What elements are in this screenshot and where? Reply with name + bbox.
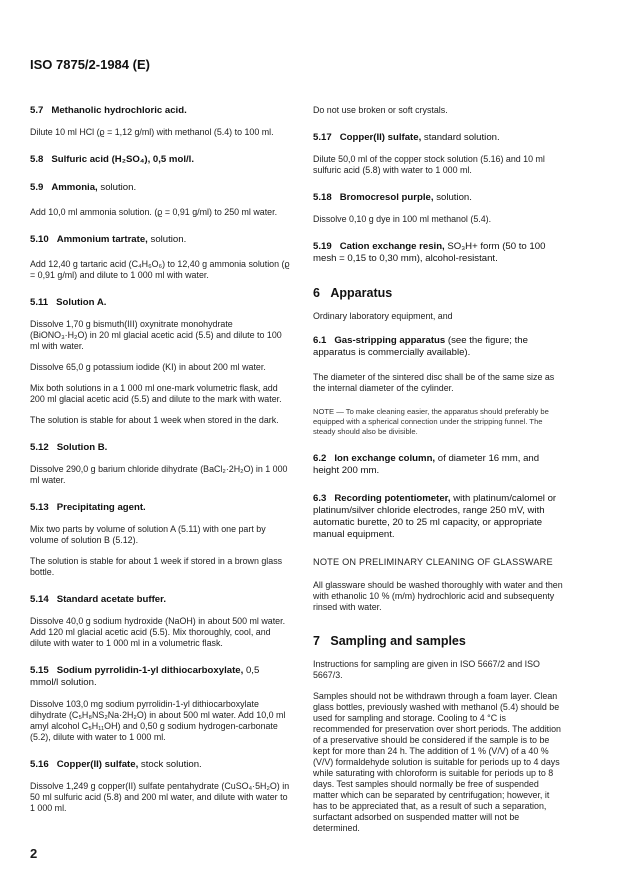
- section-6-intro: Ordinary laboratory equipment, and: [313, 311, 453, 321]
- section-7-para-1: Instructions for sampling are given in ISO 5667/2 and ISO 5667/3.: [313, 659, 540, 680]
- section-7-heading: 7 Sampling and samples: [313, 634, 466, 648]
- section-5-18-heading: 5.18 Bromocresol purple, solution.: [313, 192, 472, 203]
- section-5-7-heading: 5.7 Methanolic hydrochloric acid.: [30, 105, 187, 116]
- section-5-11-para-2: Dissolve 65,0 g potassium iodide (KI) in about 200 ml water.: [30, 362, 266, 372]
- section-6-3-heading: 6.3 Recording potentiometer, with platinum/calomel or platinum/silver chloride electrodes, range 250 mV, with automatic burette, 20 to 25 ml capacity, or appropriate manual equipment.: [313, 493, 557, 540]
- left-column: [30, 105, 290, 814]
- section-5-17-body: Dilute 50,0 ml of the copper stock solution (5.16) and 10 ml sulfuric acid (5.8) with water to 1 000 ml.: [313, 154, 545, 175]
- section-5-10-body: Add 12,40 g tartaric acid (C₄H₆O₆) to 12,40 g ammonia solution (ϱ = 0,91 g/ml) and dilute to 1 000 ml with water.: [30, 259, 290, 280]
- section-5-11-para-4: The solution is stable for about 1 week when stored in the dark.: [30, 415, 279, 425]
- continued-text: Do not use broken or soft crystals.: [313, 105, 448, 115]
- section-7-para-2: Samples should not be withdrawn through a foam layer. Clean glass bottles, previously washed with methanol (5.4) should be used for sampling and storage. Cooling to 4 °C is recommended for preservation over short periods. The addition of a preservative should be considered if the sample is to be kept for more than 24 h. The addition of 1 % (V/V) of a 40 % (V/V) formaldehyde solution is suitable for periods up to 4 days while saturating with chloroform is suitable for periods up to 8 days. Test samples should normally be free of suspended matter which can be separated by centrifugation; however, it has to be appreciated that, as a result of such a separation, surfactant adsorbed on suspended matter will not be determined.: [313, 691, 561, 833]
- section-5-12-heading: 5.12 Solution B.: [30, 442, 108, 453]
- section-5-7-body: Dilute 10 ml HCl (ϱ = 1,12 g/ml) with methanol (5.4) to 100 ml.: [30, 127, 274, 137]
- section-6-1-heading: 6.1 Gas-stripping apparatus (see the figure; the apparatus is commercially available).: [313, 335, 528, 358]
- glassware-note-title: NOTE ON PRELIMINARY CLEANING OF GLASSWARE: [313, 557, 553, 567]
- section-5-11-heading: 5.11 Solution A.: [30, 297, 107, 308]
- document-header: ISO 7875/2-1984 (E): [30, 57, 150, 72]
- section-5-16-heading: 5.16 Copper(II) sulfate, stock solution.: [30, 759, 202, 770]
- section-5-11-para-3: Mix both solutions in a 1 000 ml one-mark volumetric flask, add 200 ml glacial acetic acid (5.5) and dilute to the mark with water.: [30, 383, 282, 404]
- glassware-note-body: All glassware should be washed thoroughly with water and then with ethanolic 10 % (m/m) hydrochloric acid and subsequenty rinsed with water.: [313, 580, 563, 612]
- right-column: [313, 105, 565, 834]
- section-5-13-para-2: The solution is stable for about 1 week if stored in a brown glass bottle.: [30, 556, 283, 577]
- section-5-15-heading: 5.15 Sodium pyrrolidin-1-yl dithiocarboxylate, 0,5 mmol/l solution.: [30, 665, 260, 688]
- section-6-heading: 6 Apparatus: [313, 286, 393, 300]
- section-5-14-heading: 5.14 Standard acetate buffer.: [30, 594, 166, 605]
- page-number: 2: [30, 846, 38, 861]
- section-5-8-heading: 5.8 Sulfuric acid (H₂SO₄), 0,5 mol/l.: [30, 154, 194, 165]
- section-5-18-body: Dissolve 0,10 g dye in 100 ml methanol (5.4).: [313, 214, 492, 224]
- section-5-10-heading: 5.10 Ammonium tartrate, solution.: [30, 234, 187, 245]
- section-6-1-body: The diameter of the sintered disc shall be of the same size as the internal diameter of the cylinder.: [313, 372, 555, 393]
- section-5-15-body: Dissolve 103,0 mg sodium pyrrolidin-1-yl dithiocarboxylate dihydrate (C₅H₈NS₂Na·2H₂O) in about 500 ml water. Add 10,0 ml amyl alcohol C₅H₁₁OH) and 0,50 g sodium hydrogen-carbonate (5.2), dilute with water to 1 000 ml.: [30, 699, 286, 742]
- section-5-9-heading: 5.9 Ammonia, solution.: [30, 182, 137, 193]
- section-5-16-body: Dissolve 1,249 g copper(II) sulfate pentahydrate (CuSO₄·5H₂O) in 50 ml sulfuric acid (5.8) and 200 ml water, and dilute with water to 1 000 ml.: [30, 781, 290, 813]
- section-5-19-heading: 5.19 Cation exchange resin, SO₃H+ form (50 to 100 mesh = 0,15 to 0,30 mm), alcohol-resistant.: [313, 241, 546, 264]
- section-5-9-body: Add 10,0 ml ammonia solution. (ϱ = 0,91 g/ml) to 250 ml water.: [30, 207, 278, 217]
- section-6-1-note: NOTE — To make cleaning easier, the apparatus should preferably be equipped with a spherical connection under the stripping funnel. The steady should also be divisible.: [313, 407, 549, 436]
- section-5-11-para-1: Dissolve 1,70 g bismuth(III) oxynitrate monohydrate (BiONO₃·H₂O) in 20 ml glacial acetic acid (5.5) and dilute to 100 ml with water.: [30, 319, 282, 351]
- section-5-17-heading: 5.17 Copper(II) sulfate, standard solution.: [313, 132, 500, 143]
- section-5-13-heading: 5.13 Precipitating agent.: [30, 502, 146, 513]
- section-5-13-para-1: Mix two parts by volume of solution A (5.11) with one part by volume of solution B (5.12).: [30, 524, 266, 545]
- section-5-14-body: Dissolve 40,0 g sodium hydroxide (NaOH) in about 500 ml water. Add 120 ml glacial acetic acid (5.5). Mix thoroughly, cool, and dilute with water to 1 000 ml in a volumetric flask.: [30, 616, 286, 648]
- section-6-2-heading: 6.2 Ion exchange column, of diameter 16 mm, and height 200 mm.: [313, 453, 540, 476]
- section-5-12-body: Dissolve 290,0 g barium chloride dihydrate (BaCl₂·2H₂O) in 1 000 ml water.: [30, 464, 288, 485]
